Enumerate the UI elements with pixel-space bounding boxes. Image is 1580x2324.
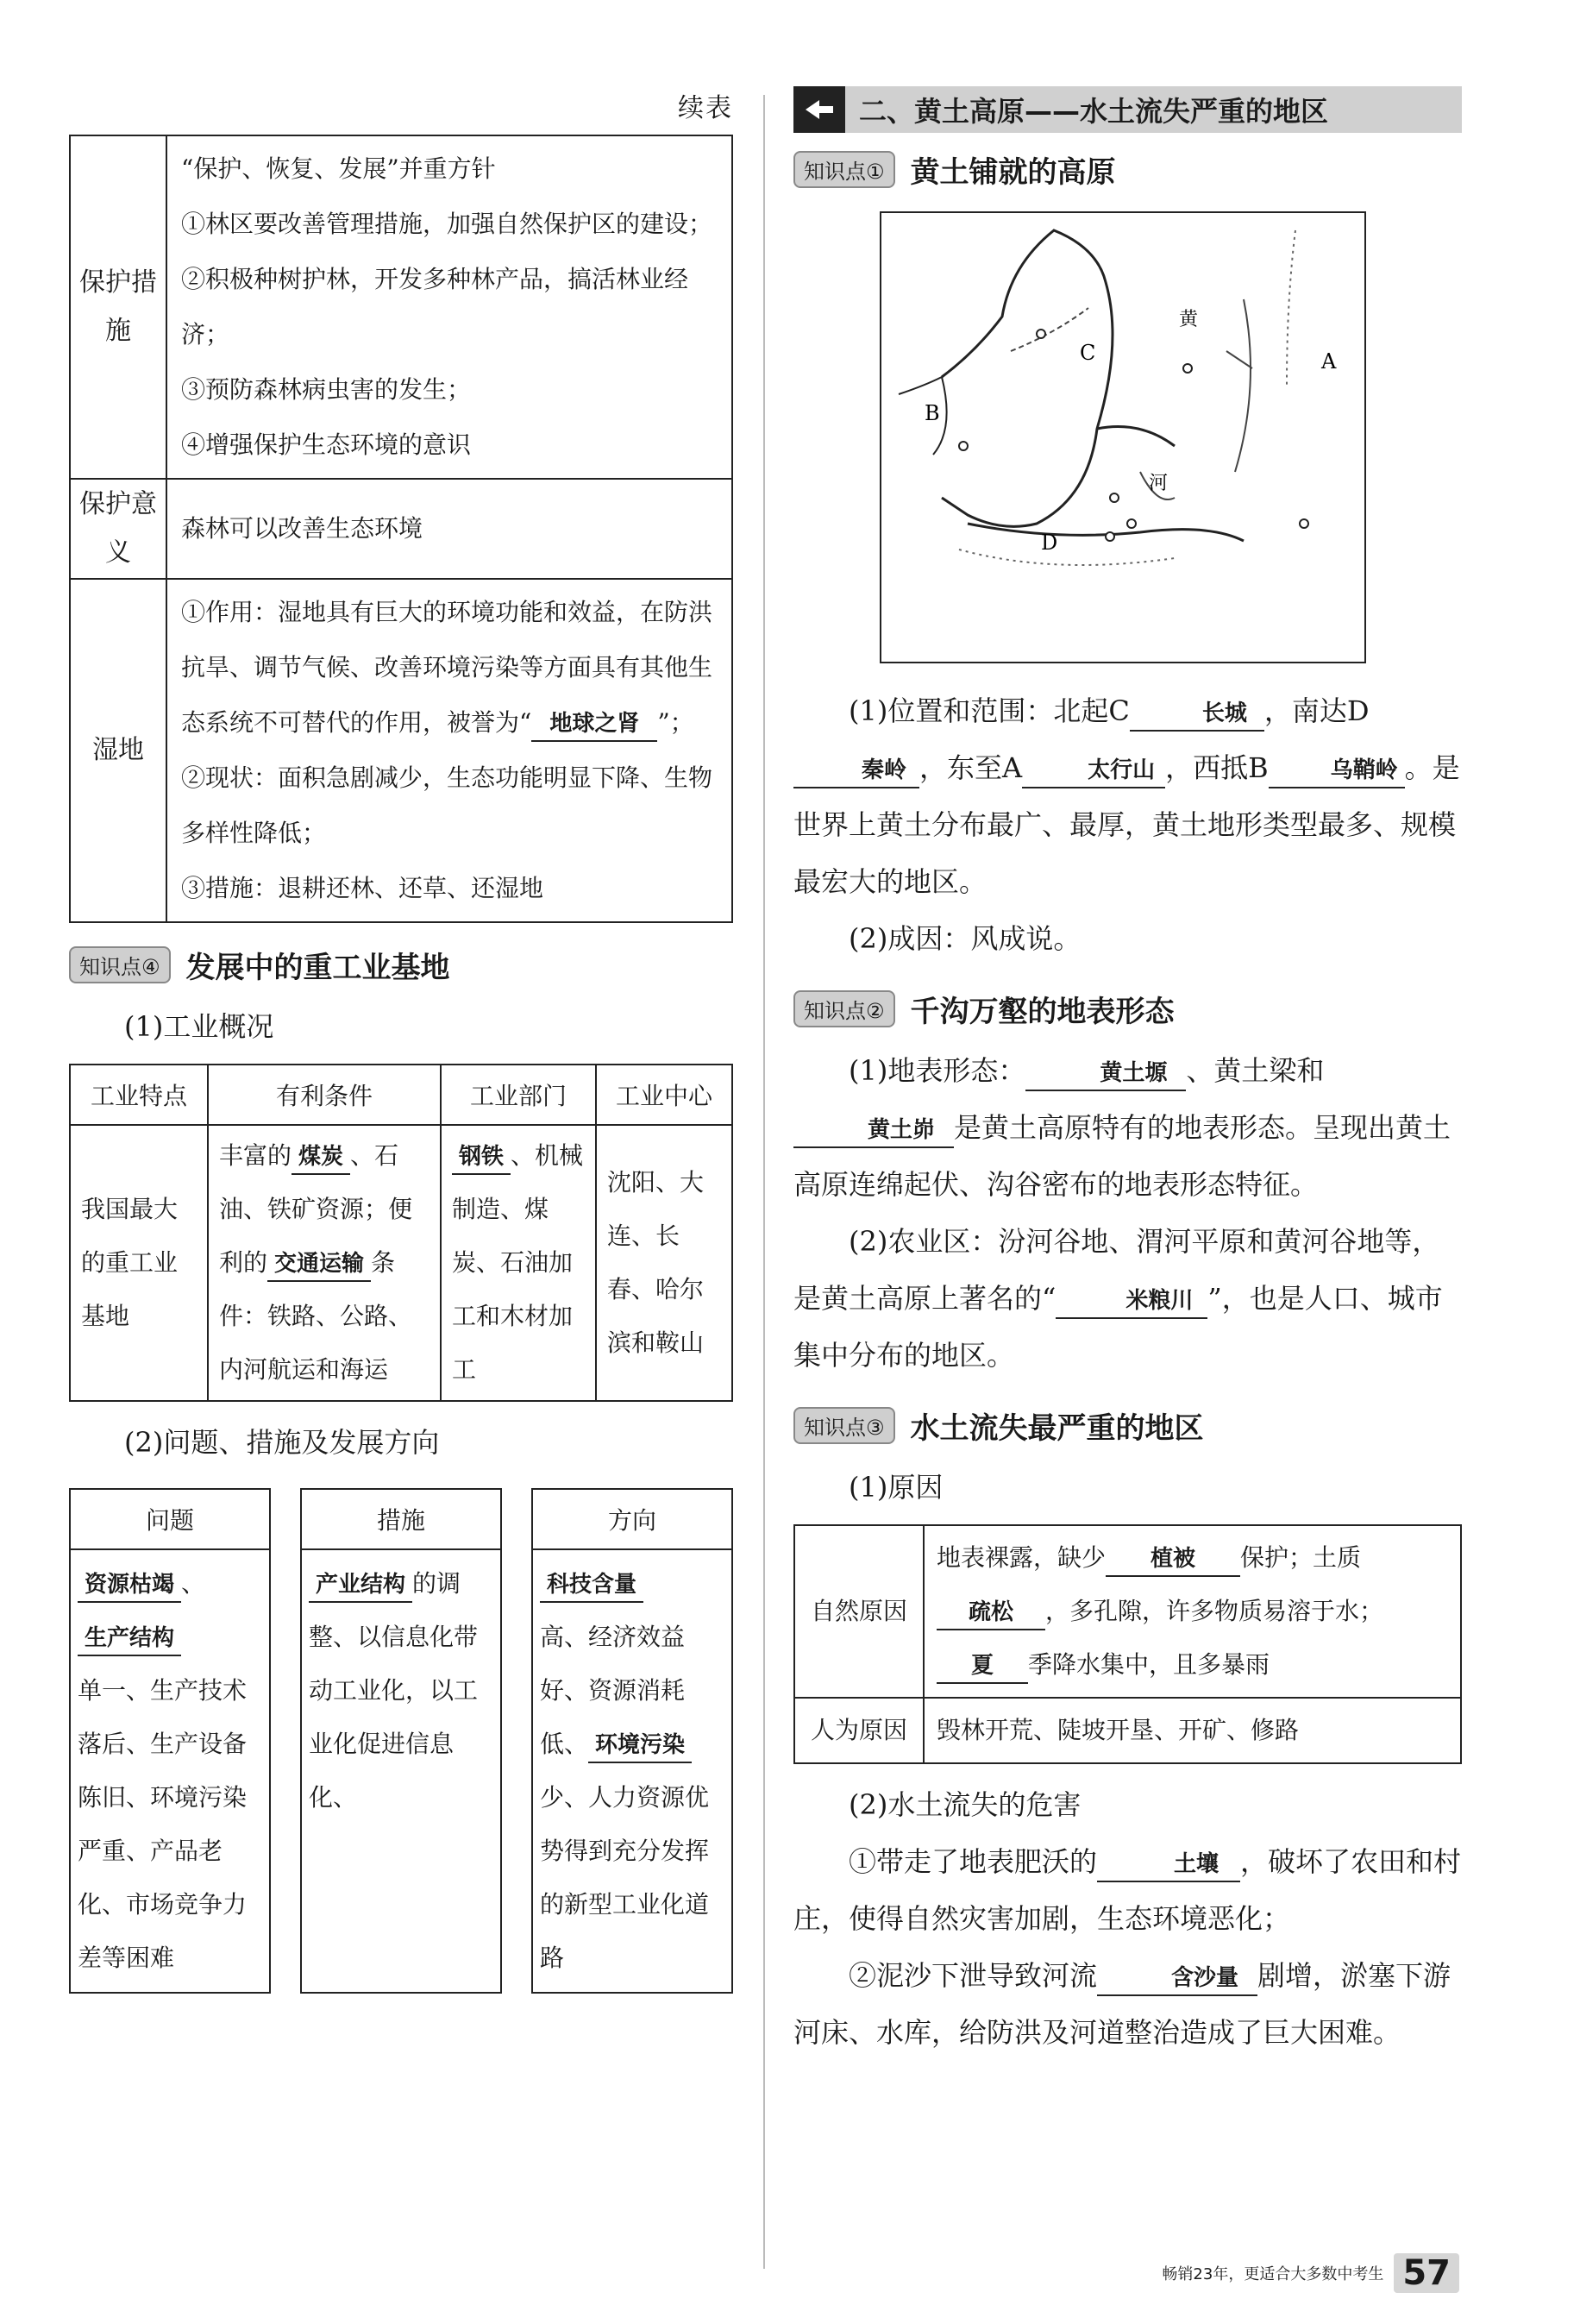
department-cell — [441, 1125, 596, 1401]
text-span: (1)地表形态： — [849, 1054, 1026, 1087]
table-row — [70, 135, 732, 479]
box-body — [533, 1550, 731, 1992]
col-header: 工业部门 — [441, 1065, 596, 1125]
table-row — [70, 579, 732, 922]
answer-blank: 黄土塬 — [1025, 1057, 1186, 1091]
text-span: 地表裸露，缺少 — [937, 1543, 1107, 1572]
answer-blank: 产业结构 — [309, 1568, 412, 1603]
text-span: 季降水集中，且多暴雨 — [1028, 1650, 1270, 1679]
knowledge-title: 水土流失最严重的地区 — [910, 1411, 1204, 1446]
answer-blank: 土壤 — [1097, 1848, 1240, 1882]
page-footer — [1162, 2253, 1459, 2293]
table-row — [794, 1698, 1461, 1763]
answer-blank: 植被 — [1106, 1542, 1240, 1577]
text-span: 、 — [181, 1569, 206, 1598]
row-head-natural: 自然原因 — [794, 1525, 924, 1698]
text-span: 少、人力资源优势得到充分发挥的新型工业化道路 — [540, 1783, 710, 1972]
list-item: “保护、恢复、发展”并重方针 — [181, 154, 496, 183]
continued-label: 续表 — [678, 93, 733, 123]
page-number: 57 — [1394, 2253, 1459, 2293]
box-header: 问题 — [71, 1490, 269, 1550]
answer-blank: 疏松 — [937, 1596, 1045, 1630]
knowledge-tag: 知识点① — [793, 151, 895, 188]
knowledge-tag: 知识点② — [793, 990, 895, 1027]
cause-paragraph: (2)成因：风成说。 — [849, 922, 1082, 955]
table-row — [70, 479, 732, 579]
text-span: ①作用：湿地具有巨大的环境功能和效益，在防洪抗旱、调节气候、改善环境污染等方面具有其他生态系统不可替代的作用，被誉为“ — [181, 598, 713, 737]
text-span: 条件：铁路、公路、内河航运和海运 — [219, 1248, 413, 1384]
answer-blank: 地球之肾 — [531, 707, 657, 742]
map-label: B — [925, 401, 940, 425]
answer-blank: 交通运输 — [267, 1247, 371, 1282]
left-column — [69, 86, 733, 1994]
text-span: ”； — [657, 708, 694, 737]
natural-cause-cell — [924, 1525, 1461, 1698]
map-label: 黄 — [1179, 309, 1199, 330]
answer-blank: 米粮川 — [1056, 1284, 1207, 1319]
right-column — [793, 86, 1462, 2061]
text-span: 丰富的 — [219, 1141, 292, 1170]
answer-blank: 科技含量 — [540, 1568, 643, 1603]
text-span: 单一、生产技术落后、生产设备陈旧、环境污染严重、产品老化、市场竞争力差等困难 — [78, 1676, 248, 1972]
problem-box — [69, 1488, 271, 1994]
knowledge-point-3 — [793, 1404, 1462, 1447]
answer-blank: 乌鞘岭 — [1269, 754, 1405, 788]
table-row — [794, 1525, 1461, 1698]
map-label: A — [1321, 349, 1337, 374]
loess-plateau-map — [880, 211, 1366, 663]
landform-paragraph — [793, 1042, 1462, 1213]
text-span: 、黄土梁和 — [1186, 1054, 1325, 1087]
list-item: ③预防森林病虫害的发生； — [181, 375, 472, 404]
text-span: ，南达D — [1263, 694, 1370, 727]
section-arrow-icon — [793, 86, 845, 133]
list-item: ②积极种树护林，开发多种林产品，搞活林业经济； — [181, 265, 689, 349]
agriculture-paragraph — [793, 1213, 1462, 1384]
text-span: 剧增，淤塞下游河床、水库，给防洪及河道整治造成了巨大困难。 — [793, 1959, 1451, 2049]
knowledge-title: 发展中的重工业基地 — [185, 951, 450, 985]
text-span: 、石油、铁矿资源；便利的 — [219, 1141, 413, 1277]
text-span: (1)位置和范围：北起C — [849, 694, 1130, 727]
box-body — [302, 1550, 500, 1831]
condition-cell — [208, 1125, 441, 1401]
text-span: ①带走了地表肥沃的 — [849, 1845, 1098, 1878]
text-span: 的调整、以信息化带动工业化，以工业化促进信息化、 — [309, 1569, 479, 1812]
map-label: C — [1080, 341, 1096, 365]
knowledge-tag: 知识点④ — [69, 946, 171, 983]
column-divider — [763, 95, 765, 2269]
answer-blank: 环境污染 — [588, 1729, 692, 1763]
text-span: ，西抵B — [1165, 751, 1269, 784]
answer-blank: 含沙量 — [1097, 1962, 1257, 1996]
section-header — [793, 86, 1462, 133]
answer-blank: 太行山 — [1022, 754, 1165, 788]
harm-paragraph-1 — [793, 1833, 1462, 1947]
forest-wetland-table — [69, 135, 733, 923]
wetland-measure: ③措施：退耕还林、还草、还湿地 — [181, 874, 544, 902]
text-span: ②泥沙下泄导致河流 — [849, 1959, 1098, 1992]
center-cell: 沈阳、大连、长春、哈尔滨和鞍山 — [596, 1125, 732, 1401]
three-boxes — [69, 1488, 733, 1994]
table-row — [70, 1125, 732, 1401]
industry-table — [69, 1064, 733, 1402]
wetland-function — [181, 585, 718, 751]
list-item: ①林区要改善管理措施，加强自然保护区的建设； — [181, 210, 713, 238]
col-header: 工业特点 — [70, 1065, 208, 1125]
knowledge-title: 黄土铺就的高原 — [910, 155, 1116, 190]
box-header: 方向 — [533, 1490, 731, 1550]
wetland-status: ②现状：面积急剧减少，生态功能明显下降、生物多样性降低； — [181, 763, 713, 847]
protect-measures-cell — [166, 135, 732, 479]
harm-paragraph-2 — [793, 1947, 1462, 2061]
map-label: 河 — [1149, 473, 1169, 494]
col-header: 工业中心 — [596, 1065, 732, 1125]
knowledge-title: 千沟万壑的地表形态 — [910, 995, 1175, 1029]
wetland-cell — [166, 579, 732, 922]
list-item: ④增强保护生态环境的意识 — [181, 430, 472, 459]
answer-blank: 秦岭 — [793, 754, 919, 788]
answer-blank: 长城 — [1130, 697, 1264, 732]
text-span: ，多孔隙，许多物质易溶于水； — [1045, 1597, 1384, 1625]
text-span: ，破坏了农田和村庄，使得自然灾害加剧，生态环境恶化； — [793, 1845, 1462, 1935]
row-head-wetland: 湿地 — [70, 579, 166, 922]
direction-box — [531, 1488, 733, 1994]
text-span: 保护；土质 — [1240, 1543, 1362, 1572]
location-paragraph — [793, 682, 1462, 910]
knowledge-point-4 — [69, 944, 733, 986]
knowledge-point-1 — [793, 148, 1462, 191]
answer-blank: 黄土峁 — [793, 1114, 954, 1148]
answer-blank: 夏 — [937, 1649, 1028, 1684]
col-header: 有利条件 — [208, 1065, 441, 1125]
answer-blank: 生产结构 — [78, 1622, 181, 1656]
footer-note: 畅销23年，更适合大多数中考生 — [1162, 2265, 1384, 2283]
knowledge-tag: 知识点③ — [793, 1407, 895, 1444]
table-header-row — [70, 1065, 732, 1125]
answer-blank: 煤炭 — [292, 1140, 350, 1175]
map-drawing — [881, 213, 1364, 662]
section-title: 二、黄土高原——水土流失严重的地区 — [859, 95, 1329, 128]
sub-heading: (2)问题、措施及发展方向 — [124, 1426, 440, 1459]
text-span: ，东至A — [919, 751, 1023, 784]
box-body — [71, 1550, 269, 1992]
answer-blank: 钢铁 — [452, 1140, 511, 1175]
knowledge-point-2 — [793, 988, 1462, 1030]
measure-box — [300, 1488, 502, 1994]
row-head-protect-meaning: 保护意义 — [70, 479, 166, 579]
text-span: (2)农业区：汾河谷地、渭河平原和黄河谷地等，是黄土高原上著名的“ — [793, 1225, 1440, 1315]
map-label: D — [1041, 531, 1058, 555]
row-head-protect-measures: 保护措施 — [70, 135, 166, 479]
box-header: 措施 — [302, 1490, 500, 1550]
human-cause-cell: 毁林开荒、陡坡开垦、开矿、修路 — [924, 1698, 1461, 1763]
text-span: 是黄土高原特有的地表形态。呈现出黄土高原连绵起伏、沟谷密布的地表形态特征。 — [793, 1111, 1451, 1201]
protect-meaning-cell: 森林可以改善生态环境 — [166, 479, 732, 579]
erosion-cause-table — [793, 1524, 1462, 1764]
text-span: 。是世界上黄土分布最广、最厚，黄土地形类型最多、规模最宏大的地区。 — [793, 751, 1460, 898]
text-span: 、机械制造、煤炭、石油加工和木材加工 — [452, 1141, 584, 1384]
row-head-human: 人为原因 — [794, 1698, 924, 1763]
sub-heading: (1)原因 — [849, 1471, 944, 1504]
sub-heading: (2)水土流失的危害 — [849, 1788, 1082, 1821]
feature-cell: 我国最大的重工业基地 — [70, 1125, 208, 1401]
answer-blank: 资源枯竭 — [78, 1568, 181, 1603]
sub-heading: (1)工业概况 — [124, 1010, 274, 1043]
text-span: ”，也是人口、城市集中分布的地区。 — [793, 1282, 1443, 1372]
text-span: 高、经济效益好、资源消耗低、 — [540, 1623, 686, 1758]
